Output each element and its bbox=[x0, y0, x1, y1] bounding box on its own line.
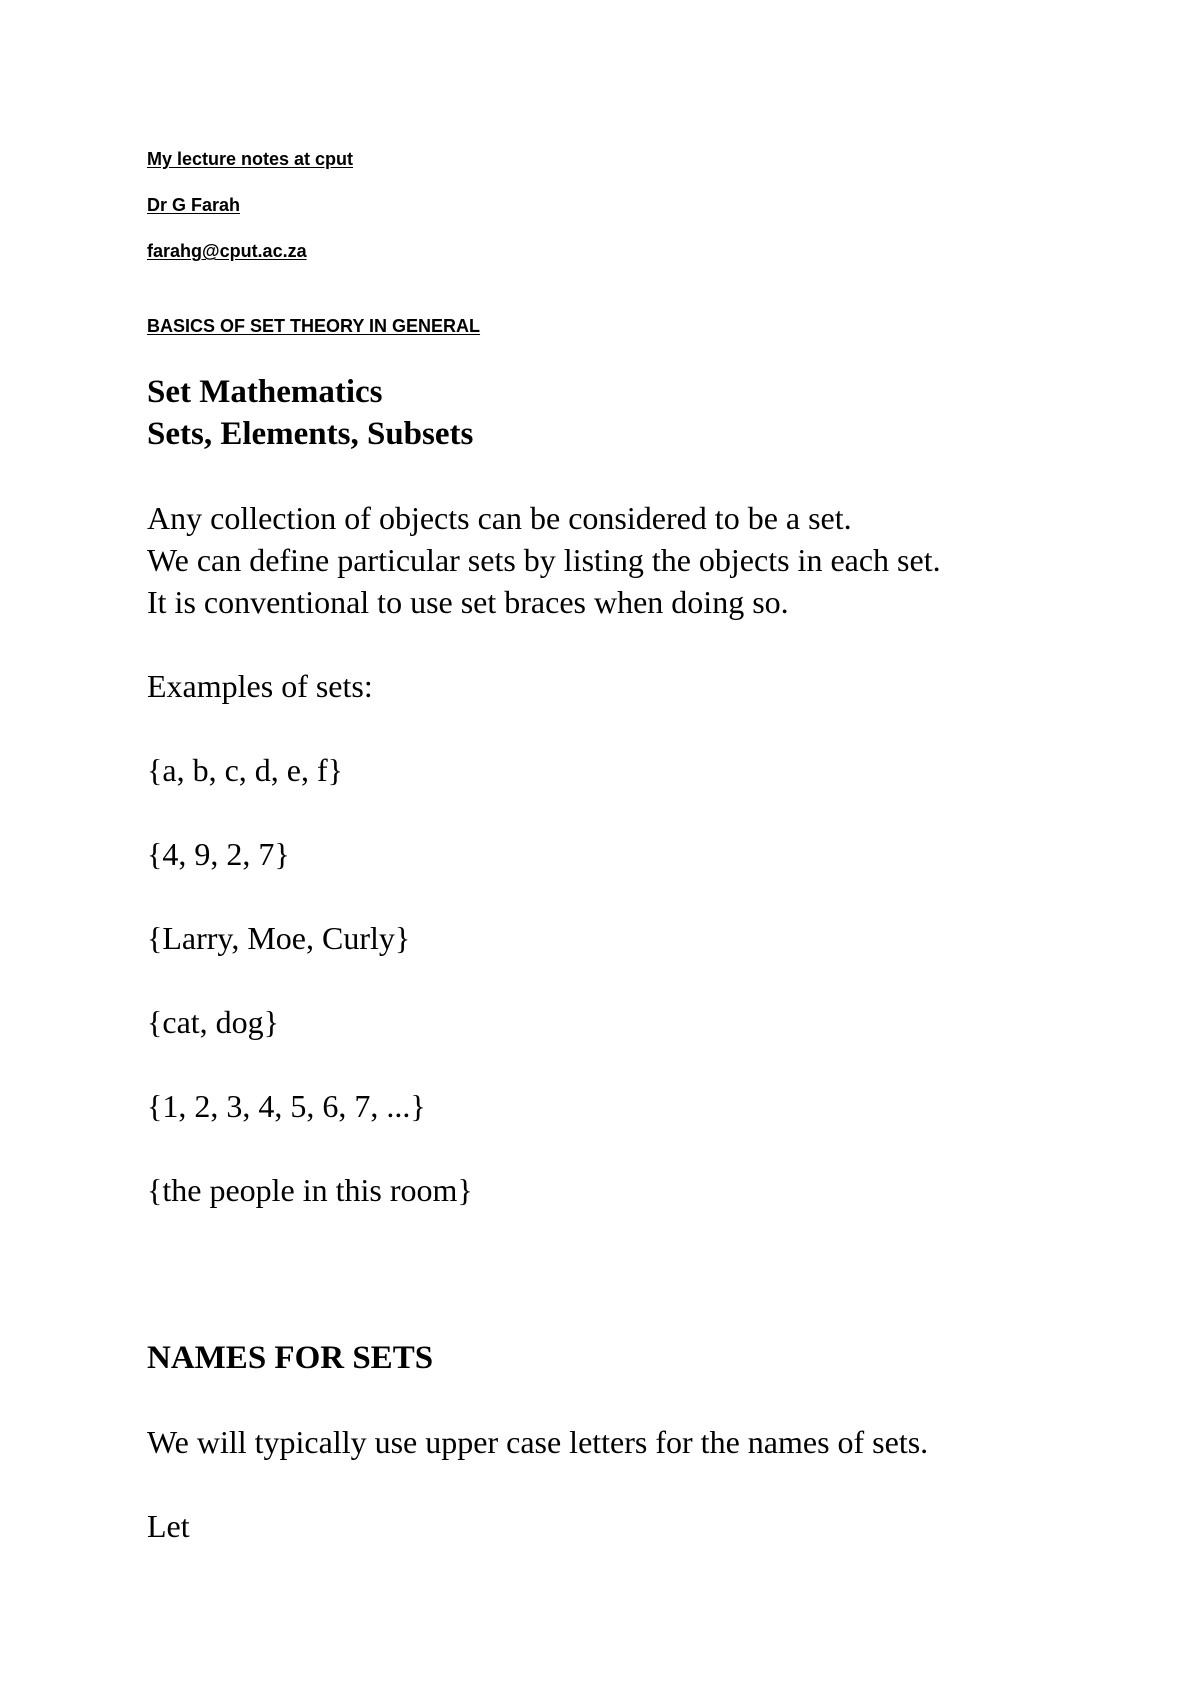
example-set-people: {the people in this room} bbox=[147, 1172, 473, 1208]
example-set-numbers: {4, 9, 2, 7} bbox=[147, 836, 290, 872]
header-course-line: My lecture notes at cput bbox=[147, 149, 354, 169]
document-title: Set Mathematics bbox=[147, 374, 383, 410]
examples-label: Examples of sets: bbox=[147, 668, 373, 704]
topic-heading: BASICS OF SET THEORY IN GENERAL bbox=[147, 316, 481, 336]
intro-line-1: Any collection of objects can be considered to be a set. bbox=[147, 500, 852, 536]
example-set-animals: {cat, dog} bbox=[147, 1004, 280, 1040]
example-set-naturals: {1, 2, 3, 4, 5, 6, 7, ...} bbox=[147, 1088, 426, 1124]
header-email-line: farahg@cput.ac.za bbox=[147, 241, 307, 261]
names-for-sets-text: We will typically use upper case letters for the names of sets. bbox=[147, 1424, 929, 1460]
names-for-sets-heading: NAMES FOR SETS bbox=[147, 1340, 434, 1376]
let-text: Let bbox=[147, 1508, 190, 1544]
document-subtitle: Sets, Elements, Subsets bbox=[147, 416, 474, 452]
example-set-names: {Larry, Moe, Curly} bbox=[147, 920, 411, 956]
intro-line-2: We can define particular sets by listing the objects in each set. bbox=[147, 542, 941, 578]
intro-line-3: It is conventional to use set braces when doing so. bbox=[147, 584, 789, 620]
header-author-line: Dr G Farah bbox=[147, 195, 241, 215]
example-set-letters: {a, b, c, d, e, f} bbox=[147, 752, 343, 788]
